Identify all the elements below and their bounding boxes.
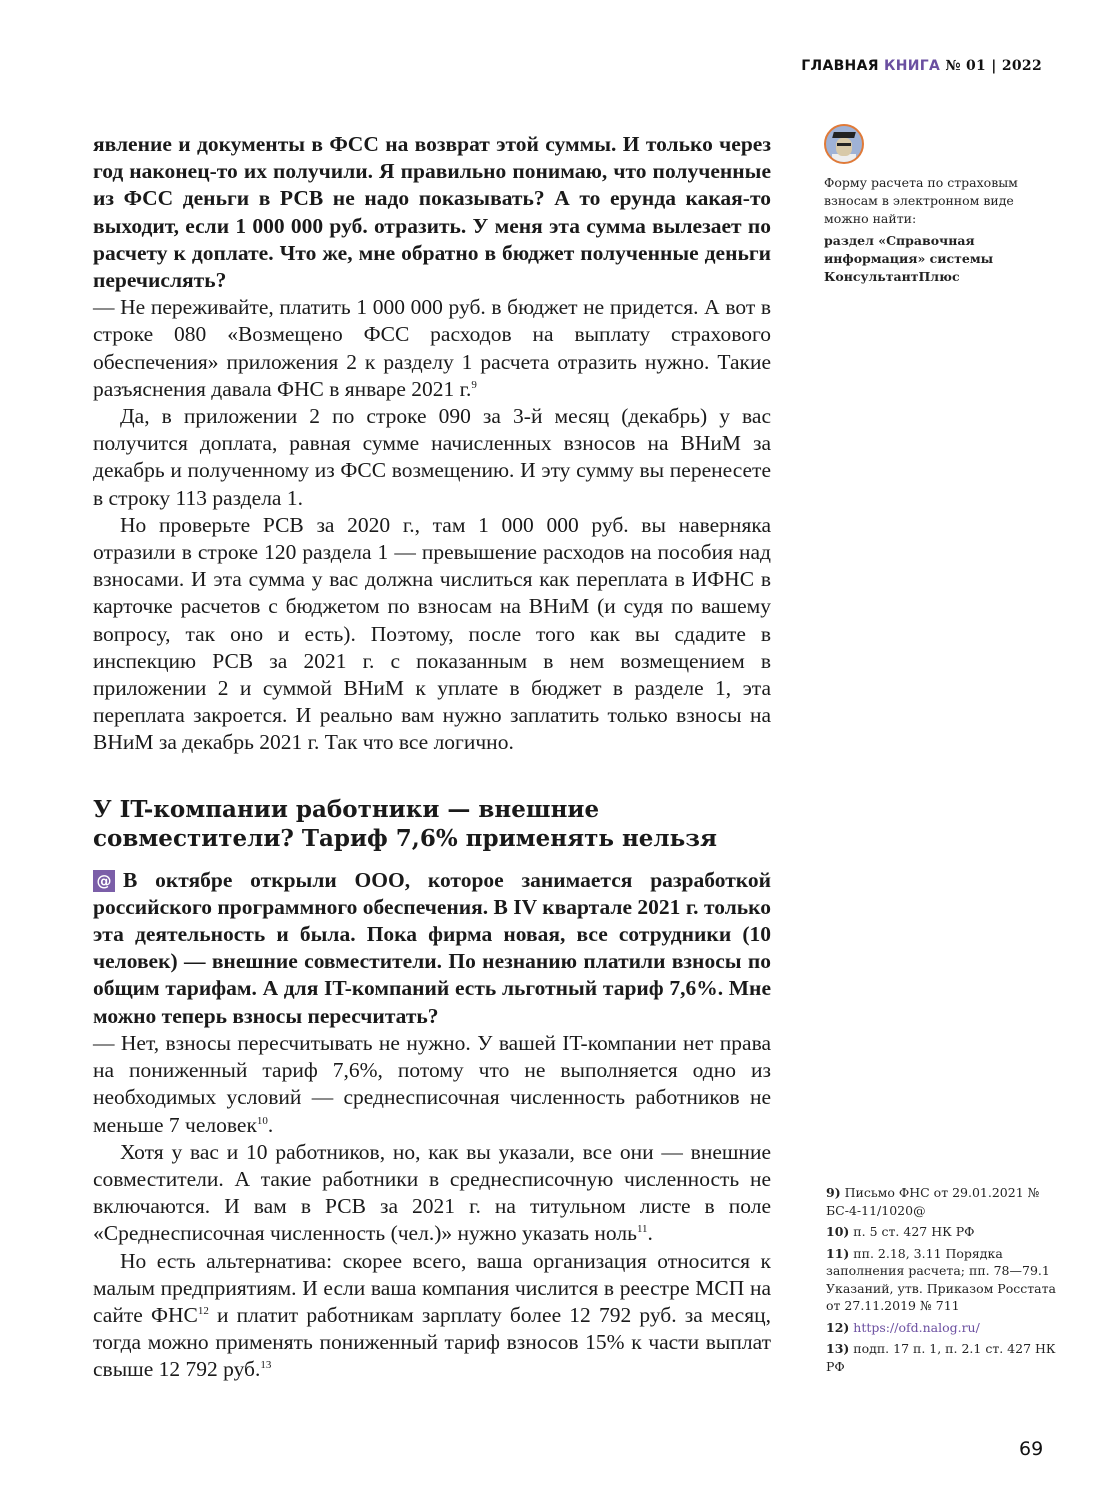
footnote-ref[interactable]: 12: [197, 1304, 209, 1317]
question-continuation: явление и документы в ФСС на возврат этой суммы. И только через год наконец-то их получили. Я правильно понимаю, что полученные из ФСС деньги в РСВ не надо показывать? А то ерунда какая-то выходит, если 1 000 000 руб. отразить. У меня эта сумма вылезает по расчету к доплате. Что же, мне обратно в бюджет полученные деньги перечислять?: [93, 132, 771, 293]
footnote-ref[interactable]: 13: [260, 1359, 272, 1372]
main-column: [93, 131, 771, 1384]
answer-paragraph: Но проверьте РСВ за 2020 г., там 1 000 000 руб. вы наверняка отразили в строке 120 раздела 1 — превышение расходов на пособия над взносами. И эта сумма у вас должна числиться как переплата в ИФНС в карточке расчетов с бюджетом по взносам на ВНиМ (и судя по вашему вопросу, так оно и есть). Поэтому, после того как вы сдадите в инспекцию РСВ за 2021 г. с показанным в нем возмещением в приложении 2 и суммой ВНиМ к уплате в бюджет в разделе 1, эта переплата закроется. И реально вам нужно заплатить только взносы на ВНиМ за декабрь 2021 г. Так что все логично.: [93, 512, 771, 755]
footnote-item: 10) п. 5 ст. 427 НК РФ: [826, 1224, 975, 1239]
footnote-link[interactable]: https://ofd.nalog.ru/: [853, 1319, 980, 1335]
running-header: [801, 58, 1042, 74]
professor-avatar-icon: [824, 124, 864, 164]
page-number: 69: [1019, 1438, 1044, 1460]
question-paragraph: @ В октябре открыли ООО, которое занимается разработкой российского программного обеспечения. В IV квартале 2021 г. только эта деятельность и была. Пока фирма новая, все сотрудники (10 человек) — внешние совместители. По незнанию платили взносы по общим тарифам. А для IT-компаний есть льготный тариф 7,6%. Мне можно теперь взносы пересчитать?: [93, 867, 771, 1028]
at-sign-icon: @: [93, 870, 115, 892]
footnotes: [826, 1184, 1056, 1379]
answer-paragraph: Хотя у вас и 10 работников, но, как вы указали, все они — внешние совместители. А такие работники в среднесписочную численность не включаются. И вам в РСВ за 2021 г. на титульном листе в поле «Среднесписочная численность (чел.)» нужно указать ноль$^{11}$.: [93, 1139, 771, 1246]
footnote-ref[interactable]: 9: [471, 378, 477, 391]
brand-part2: КНИГА: [883, 58, 941, 74]
footnote-item: 12) https://ofd.nalog.ru/: [826, 1319, 980, 1335]
answer-paragraph: — Не переживайте, платить 1 000 000 руб. в бюджет не придется. А вот в строке 080 «Возмещено ФСС расходов на выплату страхового обеспечения» приложения 2 к разделу 1 расчета отразить нужно. Такие разъяснения давала ФНС в январе 2021 г.$^9$: [93, 295, 771, 401]
footnote-item: 13) подп. 17 п. 1, п. 2.1 ст. 427 НК РФ: [826, 1341, 1056, 1374]
sidebar-note: [824, 124, 1054, 286]
answer-paragraph: — Нет, взносы пересчитывать не нужно. У вашей IT-компании нет права на пониженный тариф 7,6%, потому что не выполняется одно из необходимых условий — среднесписочная численность работников не меньше 7 человек$^{10}$.: [93, 1030, 771, 1137]
issue-number: № 01 | 2022: [945, 58, 1042, 74]
answer-paragraph: Но есть альтернатива: скорее всего, ваша организация относится к малым предприятиям. И если ваша компания числится в реестре МСП на сайте ФНС$^{12}$ и платит работникам зарплату более 12 792 руб. за месяц, тогда можно применять пониженный тариф взносов 15% к части выплат свыше 12 792 руб.$^{13}$: [93, 1248, 771, 1382]
footnote-item: 9) Письмо ФНС от 29.01.2021 № БС-4-11/1020@: [826, 1185, 1040, 1218]
section-title: У IT-компании работники — внешние совместители? Тариф 7,6% применять нельзя: [93, 795, 717, 852]
answer-paragraph: Да, в приложении 2 по строке 090 за 3-й месяц (декабрь) у вас получится доплата, равная сумме начисленных взносов на ВНиМ за декабрь и полученному из ФСС возмещению. И эту сумму вы перенесете в строку 113 раздела 1.: [93, 404, 771, 510]
footnote-ref[interactable]: 10: [256, 1114, 268, 1127]
footnote-ref[interactable]: 11: [636, 1223, 648, 1236]
brand-part1: ГЛАВНАЯ: [801, 58, 879, 74]
footnote-item: 11) пп. 2.18, 3.11 Порядка заполнения расчета; пп. 78—79.1 Указаний, утв. Приказом Росстата от 27.11.2019 № 711: [826, 1245, 1056, 1313]
sidebar-note-text: Форму расчета по страховым взносам в электронном виде можно найти:: [824, 175, 1018, 226]
sidebar-note-source: раздел «Справочная информация» системы КонсультантПлюс: [824, 233, 994, 284]
